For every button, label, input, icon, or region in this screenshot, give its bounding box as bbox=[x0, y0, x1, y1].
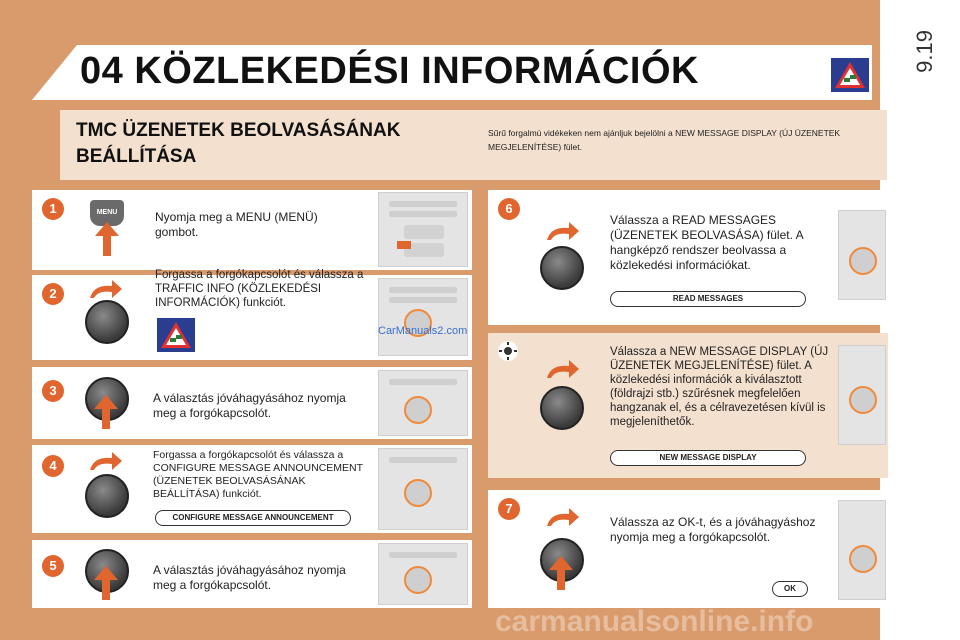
step-4-number: 4 bbox=[42, 455, 64, 477]
note-text: Sűrű forgalmú vidékeken nem ajánljuk bejelölni a NEW MESSAGE DISPLAY (ÚJ ÜZENETEK MEGJELENÍTÉSE) fület. bbox=[488, 128, 841, 152]
new-message-display-label[interactable]: NEW MESSAGE DISPLAY bbox=[610, 450, 806, 466]
step-1-text: Nyomja meg a MENU (MENÜ) gombot. bbox=[155, 210, 318, 239]
sun-icon bbox=[497, 340, 519, 362]
rotate-arrow-icon bbox=[545, 508, 579, 528]
rotate-arrow-icon bbox=[88, 452, 122, 472]
site-watermark: CarManuals2.com bbox=[378, 325, 468, 337]
step-5-text: A választás jóváhagyásához nyomja meg a forgókapcsolót. bbox=[153, 563, 346, 592]
rotary-knob[interactable] bbox=[540, 386, 584, 430]
page-number: 9.19 bbox=[912, 30, 937, 73]
rotate-arrow-icon bbox=[545, 222, 579, 242]
step-5-number: 5 bbox=[42, 555, 64, 577]
rotary-knob[interactable] bbox=[85, 474, 129, 518]
step-3-text: A választás jóváhagyásához nyomja meg a forgókapcsolót. bbox=[153, 391, 346, 420]
press-arrow-icon bbox=[94, 395, 118, 429]
traffic-info-icon bbox=[157, 318, 195, 352]
step-7-text: Válassza az OK-t, és a jóváhagyáshoz nyomja meg a forgókapcsolót. bbox=[610, 515, 816, 544]
radio-panel-image bbox=[838, 210, 886, 300]
step-6-text: Válassza a READ MESSAGES (ÜZENETEK BEOLVASÁSA) fület. A hangképző rendszer beolvassa a közlekedési információkat. bbox=[610, 213, 803, 272]
section-title: TMC ÜZENETEK BEOLVASÁSÁNAK BEÁLLÍTÁSA bbox=[76, 120, 401, 167]
step-2-text: Forgassa a forgókapcsolót és válassza a TRAFFIC INFO (KÖZLEKEDÉSI INFORMÁCIÓK) funkciót. bbox=[155, 269, 364, 309]
press-arrow-icon bbox=[94, 566, 118, 600]
watermark: carmanualsonline.info bbox=[495, 605, 814, 638]
radio-panel-image bbox=[838, 500, 886, 600]
radio-panel-image bbox=[378, 543, 468, 605]
read-messages-label[interactable]: READ MESSAGES bbox=[610, 291, 806, 307]
step-2-number: 2 bbox=[42, 283, 64, 305]
press-arrow-icon bbox=[549, 556, 573, 590]
step-4-text: Forgassa a forgókapcsolót és válassza a CONFIGURE MESSAGE ANNOUNCEMENT (ÜZENETEK BEOLVASÁSÁNAK BEÁLLÍTÁSA) funkciót. bbox=[153, 449, 363, 500]
right-margin-strip bbox=[880, 0, 960, 640]
menu-button[interactable]: MENU bbox=[90, 200, 124, 226]
rotate-arrow-icon bbox=[88, 280, 122, 300]
step-1-number: 1 bbox=[42, 198, 64, 220]
rotary-knob[interactable] bbox=[85, 300, 129, 344]
press-arrow-icon bbox=[95, 222, 119, 256]
step-3-number: 3 bbox=[42, 380, 64, 402]
rotate-arrow-icon bbox=[545, 360, 579, 380]
configure-message-label[interactable]: CONFIGURE MESSAGE ANNOUNCEMENT bbox=[155, 510, 351, 526]
radio-panel-image bbox=[378, 278, 468, 356]
radio-panel-image bbox=[378, 192, 468, 267]
step-6-number: 6 bbox=[498, 198, 520, 220]
step-7-number: 7 bbox=[498, 498, 520, 520]
radio-panel-image bbox=[838, 345, 886, 445]
traffic-info-icon bbox=[831, 58, 869, 92]
new-message-text: Válassza a NEW MESSAGE DISPLAY (ÚJ ÜZENETEK MEGJELENÍTÉSE) fület. A közlekedési információk a kiválasztott (földrajzi stb.) szűrésnek megfelelően hangzanak el, és a célravezetésen kívül is megjeleníthetők. bbox=[610, 346, 829, 428]
radio-panel-image bbox=[378, 448, 468, 530]
page-title: 04 KÖZLEKEDÉSI INFORMÁCIÓK bbox=[80, 50, 699, 92]
radio-panel-image bbox=[378, 370, 468, 436]
rotary-knob[interactable] bbox=[540, 246, 584, 290]
ok-label[interactable]: OK bbox=[772, 581, 808, 597]
